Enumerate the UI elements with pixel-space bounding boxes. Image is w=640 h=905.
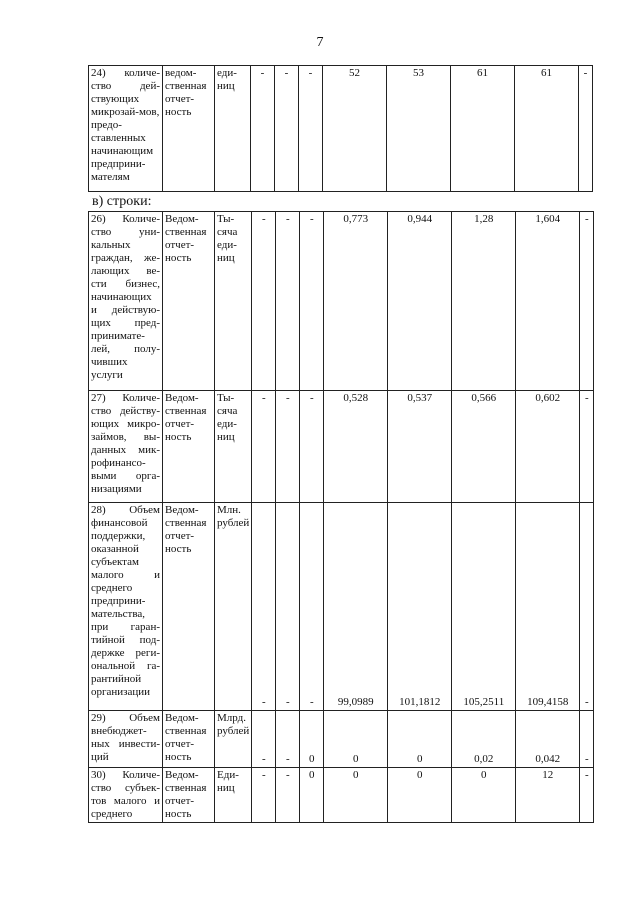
- source-cell: Ведом-ственная отчет-ность: [163, 391, 215, 503]
- table-row: [89, 391, 594, 503]
- value-cell: 0: [300, 768, 324, 823]
- table-row: [89, 503, 594, 711]
- value-cell: -: [251, 66, 275, 192]
- value-cell: 1,604: [516, 212, 580, 391]
- value-cell: -: [579, 66, 593, 192]
- value-cell: 0,566: [452, 391, 516, 503]
- table-row: [89, 711, 594, 768]
- indicator-cell: 30) Количе-ство субъек-тов малого и среднего: [89, 768, 163, 823]
- value-cell: 61: [515, 66, 579, 192]
- indicator-cell: 29) Объем внебюджет-ных инвести-ций: [89, 711, 163, 768]
- unit-cell: Млрд. рублей: [215, 711, 252, 768]
- value-cell: -: [252, 768, 276, 823]
- value-cell: 61: [451, 66, 515, 192]
- source-cell: ведом-ственная отчет-ность: [163, 66, 215, 192]
- value-cell: -: [252, 391, 276, 503]
- indicator-table-top: [88, 65, 593, 192]
- value-cell: 0: [388, 768, 452, 823]
- page-number: 7: [316, 35, 324, 50]
- value-cell: 0,773: [324, 212, 388, 391]
- value-cell: 0,02: [452, 711, 516, 768]
- table-row: [89, 212, 594, 391]
- value-cell: -: [580, 212, 594, 391]
- unit-cell: Ты-сяча еди-ниц: [215, 391, 252, 503]
- source-cell: Ведом-ственная отчет-ность: [163, 212, 215, 391]
- value-cell: 12: [516, 768, 580, 823]
- value-cell: 0: [324, 768, 388, 823]
- indicator-cell: 24) количе-ство дей-ствующих микрозай-мов, предо-ставленных начинающим предприни-мателям: [89, 66, 163, 192]
- value-cell: 99,0989: [324, 503, 388, 711]
- source-cell: Ведом-ственная отчет-ность: [163, 711, 215, 768]
- unit-cell: Еди-ниц: [215, 768, 252, 823]
- unit-cell: Млн. рублей: [215, 503, 252, 711]
- value-cell: -: [299, 66, 323, 192]
- value-cell: -: [580, 711, 594, 768]
- source-cell: Ведом-ственная отчет-ность: [163, 768, 215, 823]
- table-row: [89, 66, 593, 192]
- value-cell: 1,28: [452, 212, 516, 391]
- indicator-cell: 28) Объем финансовой поддержки, оказанной субъектам малого и среднего предприни-мательства, при гаран-тийной под-держке реги-ональной га-рантийной организации: [89, 503, 163, 711]
- value-cell: -: [252, 212, 276, 391]
- value-cell: 53: [387, 66, 451, 192]
- value-cell: -: [276, 212, 300, 391]
- unit-cell: еди-ниц: [215, 66, 251, 192]
- value-cell: -: [252, 711, 276, 768]
- value-cell: -: [275, 66, 299, 192]
- value-cell: 0: [324, 711, 388, 768]
- value-cell: 0,944: [388, 212, 452, 391]
- value-cell: -: [276, 768, 300, 823]
- value-cell: 52: [323, 66, 387, 192]
- indicator-table: [88, 211, 594, 823]
- value-cell: 0,528: [324, 391, 388, 503]
- value-cell: 0: [452, 768, 516, 823]
- value-cell: 0,602: [516, 391, 580, 503]
- value-cell: 0: [300, 711, 324, 768]
- value-cell: 105,2511: [452, 503, 516, 711]
- value-cell: -: [300, 391, 324, 503]
- table-row: [89, 768, 594, 823]
- value-cell: 101,1812: [388, 503, 452, 711]
- value-cell: -: [580, 768, 594, 823]
- value-cell: -: [252, 503, 276, 711]
- value-cell: 0: [388, 711, 452, 768]
- value-cell: 0,042: [516, 711, 580, 768]
- unit-cell: Ты-сяча еди-ниц: [215, 212, 252, 391]
- indicator-cell: 26) Количе-ство уни-кальных граждан, же-лающих ве-сти бизнес, начинающих и действую-щих пред-принимате-лей, полу-чивших услуги: [89, 212, 163, 391]
- value-cell: -: [300, 503, 324, 711]
- value-cell: -: [580, 503, 594, 711]
- value-cell: 0,537: [388, 391, 452, 503]
- value-cell: -: [276, 503, 300, 711]
- value-cell: -: [276, 391, 300, 503]
- section-title: в) строки:: [92, 194, 152, 209]
- value-cell: -: [276, 711, 300, 768]
- indicator-cell: 27) Количе-ство действу-ющих микро-займов, вы-данных мик-рофинансо-выми орга-низациями: [89, 391, 163, 503]
- source-cell: Ведом-ственная отчет-ность: [163, 503, 215, 711]
- value-cell: -: [580, 391, 594, 503]
- value-cell: -: [300, 212, 324, 391]
- value-cell: 109,4158: [516, 503, 580, 711]
